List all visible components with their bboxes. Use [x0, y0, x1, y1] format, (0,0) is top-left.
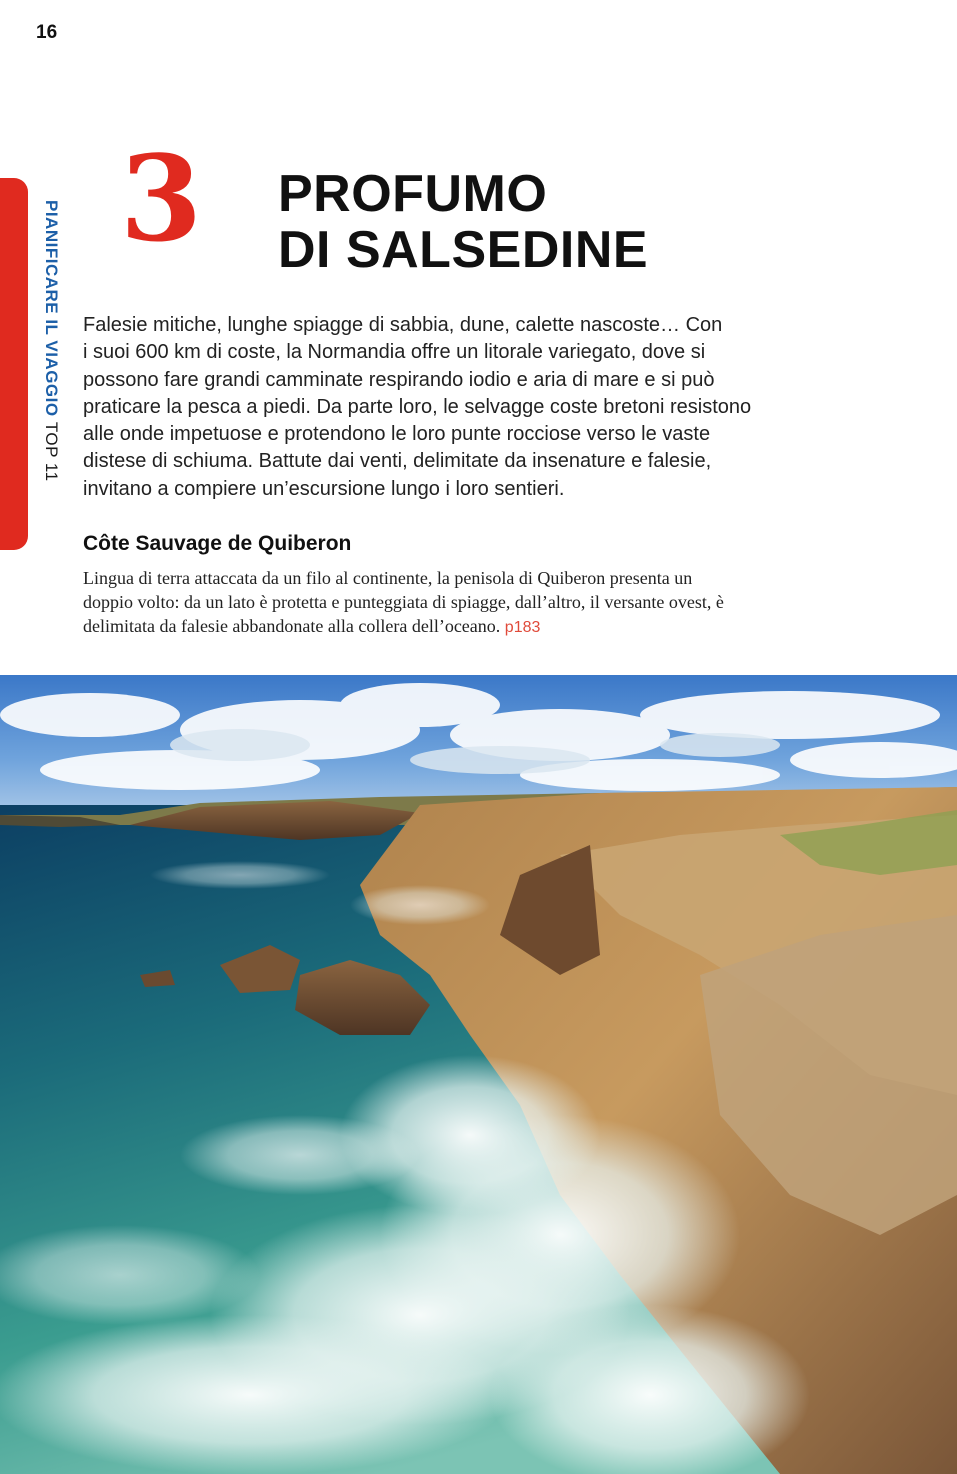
intro-line: praticare la pesca a piedi. Da parte loro, le selvagge coste bretoni resistono	[83, 395, 752, 418]
intro-line: i suoi 600 km di coste, la Normandia offre un litorale variegato, dove si	[83, 341, 706, 364]
intro-paragraph	[83, 312, 873, 503]
entry-title-line-1: PROFUMO	[278, 165, 548, 223]
highlight-line: doppio volto: da un lato è protetta e punteggiata di spiagge, dall’altro, il versante ovest, è	[83, 592, 724, 612]
highlight-description	[83, 566, 873, 640]
section-tab-marker	[0, 178, 28, 550]
intro-line: invitano a compiere un’escursione lungo i loro sentieri.	[83, 477, 565, 500]
section-name: PIANIFICARE IL VIAGGIO	[42, 200, 61, 417]
intro-line: Falesie mitiche, lunghe spiagge di sabbia, dune, calette nascoste… Con	[83, 314, 723, 336]
intro-line: distese di schiuma. Battute dai venti, delimitate da insenature e falesie,	[83, 450, 712, 473]
intro-line: possono fare grandi camminate respirando iodio e aria di mare e si può	[83, 368, 715, 391]
intro-line: alle onde impetuose e protendono le loro punte rocciose verso le vaste	[83, 423, 711, 446]
section-label	[41, 200, 61, 482]
highlight-heading: Côte Sauvage de Quiberon	[83, 532, 352, 555]
entry-number: 3	[120, 129, 200, 268]
subsection-name: TOP 11	[42, 421, 61, 482]
highlight-line: Lingua di terra attaccata da un filo al continente, la penisola di Quiberon presenta un	[83, 568, 693, 588]
page-number: 16	[36, 22, 58, 43]
entry-title	[278, 166, 648, 278]
highlight-line-text: delimitata da falesie abbandonate alla collera dell’oceano.	[83, 616, 501, 636]
coastline-photo	[0, 675, 957, 1474]
page-reference-link[interactable]: p183	[504, 619, 541, 636]
highlight-line-last	[83, 614, 873, 640]
entry-title-line-2: DI SALSEDINE	[278, 221, 649, 279]
